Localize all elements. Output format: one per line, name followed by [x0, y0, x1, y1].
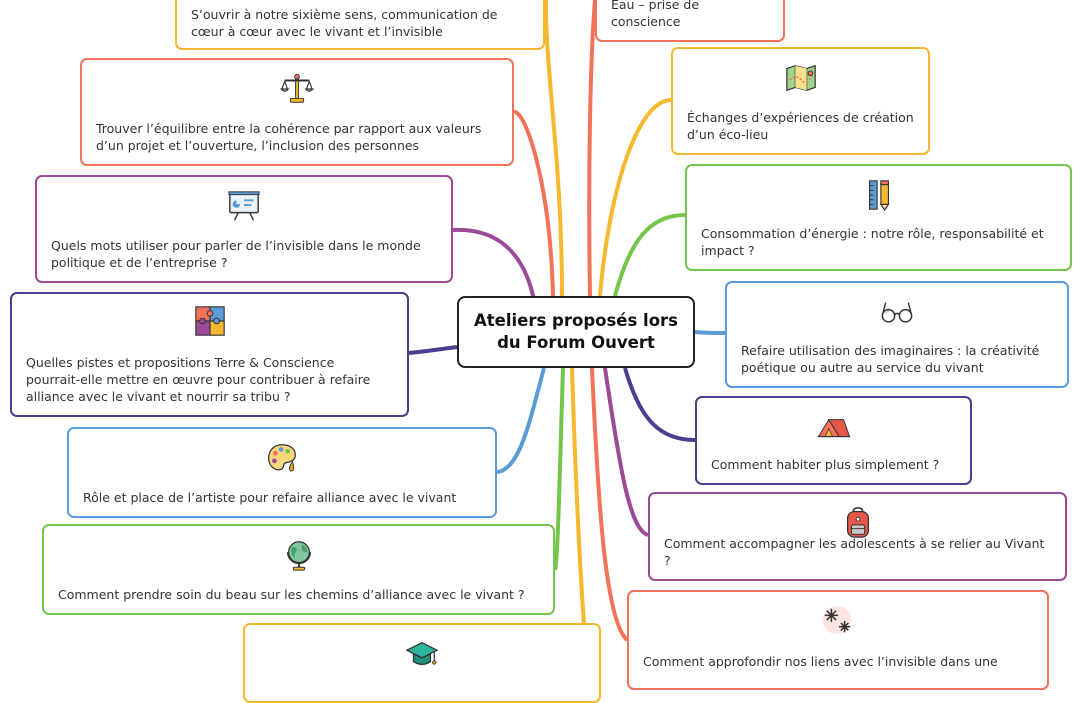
- topic-pistes-line1: Quelles pistes et propositions Terre & Conscience: [26, 355, 335, 370]
- topic-imaginaires-line2: poétique ou autre au service du vivant: [741, 360, 984, 375]
- topic-adolescents[interactable]: [648, 492, 1067, 581]
- topic-eau[interactable]: [595, 0, 785, 42]
- topic-sixieme-sens-line2: cœur à cœur avec le vivant et l’invisible: [191, 24, 443, 39]
- connector-energie: [615, 215, 685, 296]
- central-topic[interactable]: [457, 296, 695, 368]
- topic-equilibre[interactable]: [80, 58, 514, 166]
- map-icon: [784, 61, 818, 95]
- topic-habiter-line1: Comment habiter plus simplement ?: [711, 457, 940, 472]
- glasses-icon: [880, 295, 914, 329]
- topic-eau-line1: Eau – prise de conscience: [611, 0, 700, 29]
- topic-sixieme-sens[interactable]: [175, 0, 545, 50]
- topic-energie-line1: Consommation d’énergie : notre rôle, responsabilité et: [701, 226, 1044, 241]
- topic-mots-invisible[interactable]: [35, 175, 453, 283]
- connector-pistes: [409, 347, 457, 353]
- topic-habiter[interactable]: [695, 396, 972, 485]
- topic-equilibre-line2: d’un projet et l’ouverture, l’inclusion des personnes: [96, 138, 420, 153]
- topic-pistes-line2: pourrait-elle mettre en œuvre pour contribuer à refaire: [26, 372, 371, 387]
- topic-mots-invisible-line1: Quels mots utiliser pour parler de l’invisible dans le monde: [51, 238, 421, 253]
- topic-artiste[interactable]: [67, 427, 497, 518]
- topic-energie-line2: impact ?: [701, 243, 755, 258]
- topic-mots-invisible-line2: politique et de l’entreprise ?: [51, 255, 228, 270]
- connector-eco-lieu: [600, 100, 671, 296]
- topic-invisible-liens[interactable]: [627, 590, 1049, 690]
- topic-imaginaires[interactable]: [725, 281, 1069, 388]
- connector-mots-invisible: [453, 230, 535, 305]
- topic-soin-du-beau-line1: Comment prendre soin du beau sur les chemins d’alliance avec le vivant ?: [58, 587, 525, 602]
- topic-pistes-terre-conscience[interactable]: [10, 292, 409, 417]
- balance-scale-icon: [280, 72, 314, 106]
- connector-soin-du-beau: [555, 368, 563, 570]
- connector-education: [572, 368, 584, 624]
- topic-eco-lieu-line2: d’un éco-lieu: [687, 127, 769, 142]
- snowflakes-icon: [821, 604, 855, 638]
- central-topic-line1: Ateliers proposés lors: [473, 311, 678, 330]
- connector-eau: [589, 0, 595, 296]
- puzzle-icon: [193, 304, 227, 338]
- topic-sixieme-sens-line1: S’ouvrir à notre sixième sens, communication de: [191, 7, 498, 22]
- connector-imaginaires: [695, 332, 725, 333]
- topic-invisible-liens-line1: Comment approfondir nos liens avec l’invisible dans une: [643, 654, 998, 669]
- connector-equilibre: [514, 112, 553, 296]
- topic-artiste-line1: Rôle et place de l’artiste pour refaire alliance avec le vivant: [83, 490, 457, 505]
- topic-eco-lieu[interactable]: [671, 47, 930, 155]
- topic-equilibre-line1: Trouver l’équilibre entre la cohérence par rapport aux valeurs: [96, 121, 482, 136]
- graduation-cap-icon: [405, 637, 439, 671]
- central-topic-line2: du Forum Ouvert: [497, 333, 655, 352]
- ruler-pencil-icon: [862, 178, 896, 212]
- topic-adolescents-line1: Comment accompagner les adolescents à se relier au Vivant ?: [664, 536, 1045, 568]
- topic-education[interactable]: [243, 623, 601, 703]
- connector-habiter: [625, 368, 695, 440]
- topic-pistes-line3: alliance avec le vivant et nourrir sa tribu ?: [26, 389, 291, 404]
- connector-sixieme-sens: [546, 0, 562, 296]
- topic-energie[interactable]: [685, 164, 1072, 271]
- topic-eco-lieu-line1: Échanges d’expériences de création: [687, 110, 914, 125]
- connector-artiste: [497, 368, 544, 472]
- globe-icon: [282, 538, 316, 572]
- presentation-board-icon: [227, 189, 261, 223]
- topic-imaginaires-line1: Refaire utilisation des imaginaires : la créativité: [741, 343, 1040, 358]
- tent-icon: [817, 410, 851, 444]
- connector-adolescents: [605, 368, 648, 535]
- topic-soin-du-beau[interactable]: [42, 524, 555, 615]
- paint-palette-icon: [265, 441, 299, 475]
